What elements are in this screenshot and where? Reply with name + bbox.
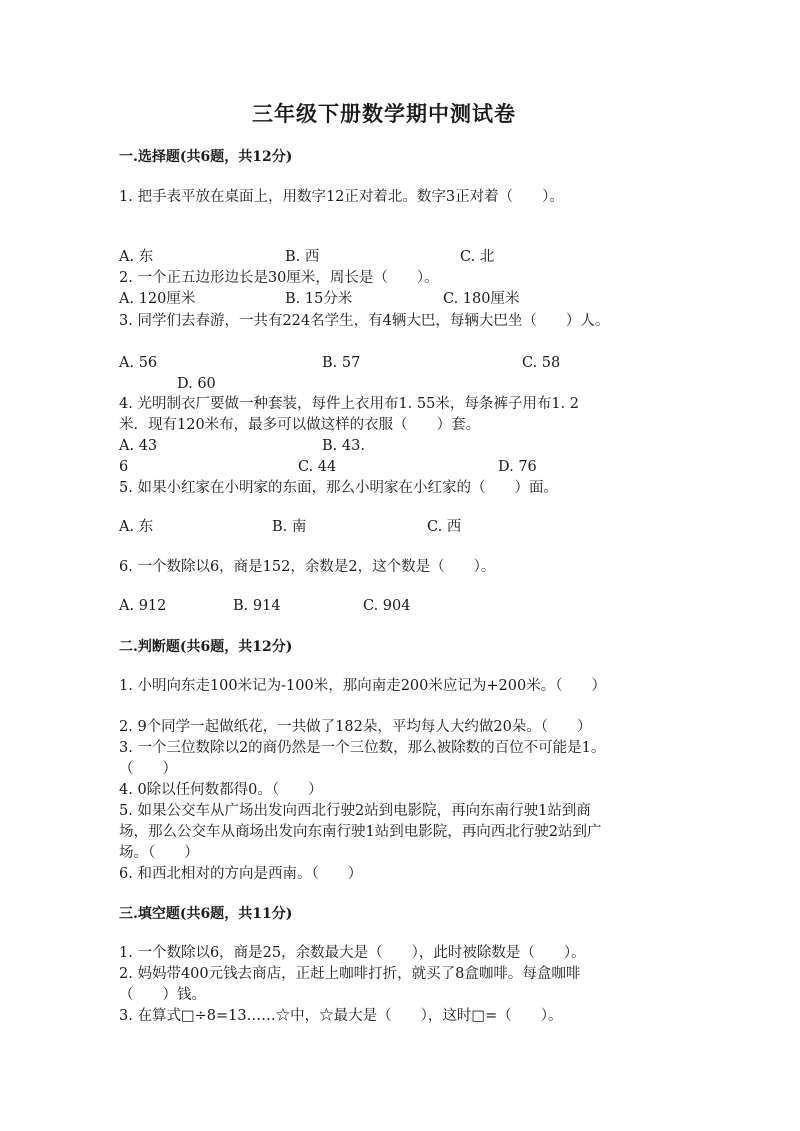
- option-d: D. 76: [498, 459, 537, 475]
- section-heading-choice: 一.选择题(共6题，共12分): [119, 149, 293, 165]
- option-a: A. 120厘米: [119, 291, 196, 307]
- option-a: A. 56: [119, 355, 158, 371]
- option-c: C. 180厘米: [443, 291, 520, 307]
- option-b-continued: 6: [119, 459, 129, 475]
- question-text: 5. 如果小红家在小明家的东面，那么小明家在小红家的（ ）面。: [119, 480, 558, 496]
- statement-text: 1. 小明向东走100米记为-100米，那向南走200米应记为+200米。（ ）: [119, 678, 606, 694]
- option-c: C. 北: [460, 249, 495, 265]
- answer-blank: （ ）: [119, 761, 177, 777]
- statement-text: 3. 一个三位数除以2的商仍然是一个三位数，那么被除数的百位不可能是1。: [119, 740, 606, 756]
- option-b: B. 南: [272, 519, 307, 535]
- option-c: C. 西: [427, 519, 462, 535]
- option-a: A. 东: [119, 519, 154, 535]
- fill-question-text: 3. 在算式□÷8=13……☆中，☆最大是（ ），这时□=（ ）。: [119, 1008, 563, 1024]
- page-title: 三年级下册数学期中测试卷: [252, 101, 516, 126]
- option-c: C. 904: [363, 598, 411, 614]
- option-b: B. 914: [233, 598, 281, 614]
- option-b: B. 15分米: [285, 291, 353, 307]
- statement-text: 5. 如果公交车从广场出发向西北行驶2站到电影院，再向东南行驶1站到商: [119, 803, 591, 819]
- statement-text-continued: 场。（ ）: [119, 845, 199, 861]
- option-c: C. 44: [298, 459, 337, 475]
- option-c: C. 58: [522, 355, 561, 371]
- option-b: B. 西: [285, 249, 320, 265]
- option-a: A. 43: [119, 438, 158, 454]
- question-text: 3. 同学们去春游，一共有224名学生，有4辆大巴，每辆大巴坐（ ）人。: [119, 313, 610, 329]
- question-text-continued: 米．现有120米布，最多可以做这样的衣服（ ）套。: [119, 417, 481, 433]
- statement-text: 6. 和西北相对的方向是西南。（ ）: [119, 866, 363, 882]
- question-text: 1. 把手表平放在桌面上，用数字12正对着北。数字3正对着（ ）。: [119, 189, 564, 205]
- section-heading-fill-blank: 三.填空题(共6题，共11分): [119, 906, 293, 922]
- option-a: A. 东: [119, 249, 154, 265]
- section-heading-judgement: 二.判断题(共6题，共12分): [119, 639, 293, 655]
- statement-text-continued: 场，那么公交车从商场出发向东南行驶1站到电影院，再向西北行驶2站到广: [119, 824, 602, 840]
- statement-text: 4. 0除以任何数都得0。（ ）: [119, 782, 323, 798]
- option-b: B. 43.: [322, 438, 365, 454]
- fill-question-text: 1. 一个数除以6，商是25，余数最大是（ ），此时被除数是（ ）。: [119, 945, 586, 961]
- statement-text: 2. 9个同学一起做纸花，一共做了182朵，平均每人大约做20朵。（ ）: [119, 719, 592, 735]
- question-text: 4. 光明制衣厂要做一种套装，每件上衣用布1. 55米，每条裤子用布1. 2: [119, 396, 580, 412]
- fill-question-text-continued: （ ）钱。: [119, 987, 206, 1003]
- question-text: 2. 一个正五边形边长是30厘米，周长是（ ）。: [119, 270, 439, 286]
- option-d: D. 60: [177, 376, 216, 392]
- option-b: B. 57: [322, 355, 361, 371]
- fill-question-text: 2. 妈妈带400元钱去商店，正赶上咖啡打折，就买了8盒咖啡。每盒咖啡: [119, 966, 581, 982]
- option-a: A. 912: [119, 598, 167, 614]
- question-text: 6. 一个数除以6，商是152，余数是2，这个数是（ ）。: [119, 559, 496, 575]
